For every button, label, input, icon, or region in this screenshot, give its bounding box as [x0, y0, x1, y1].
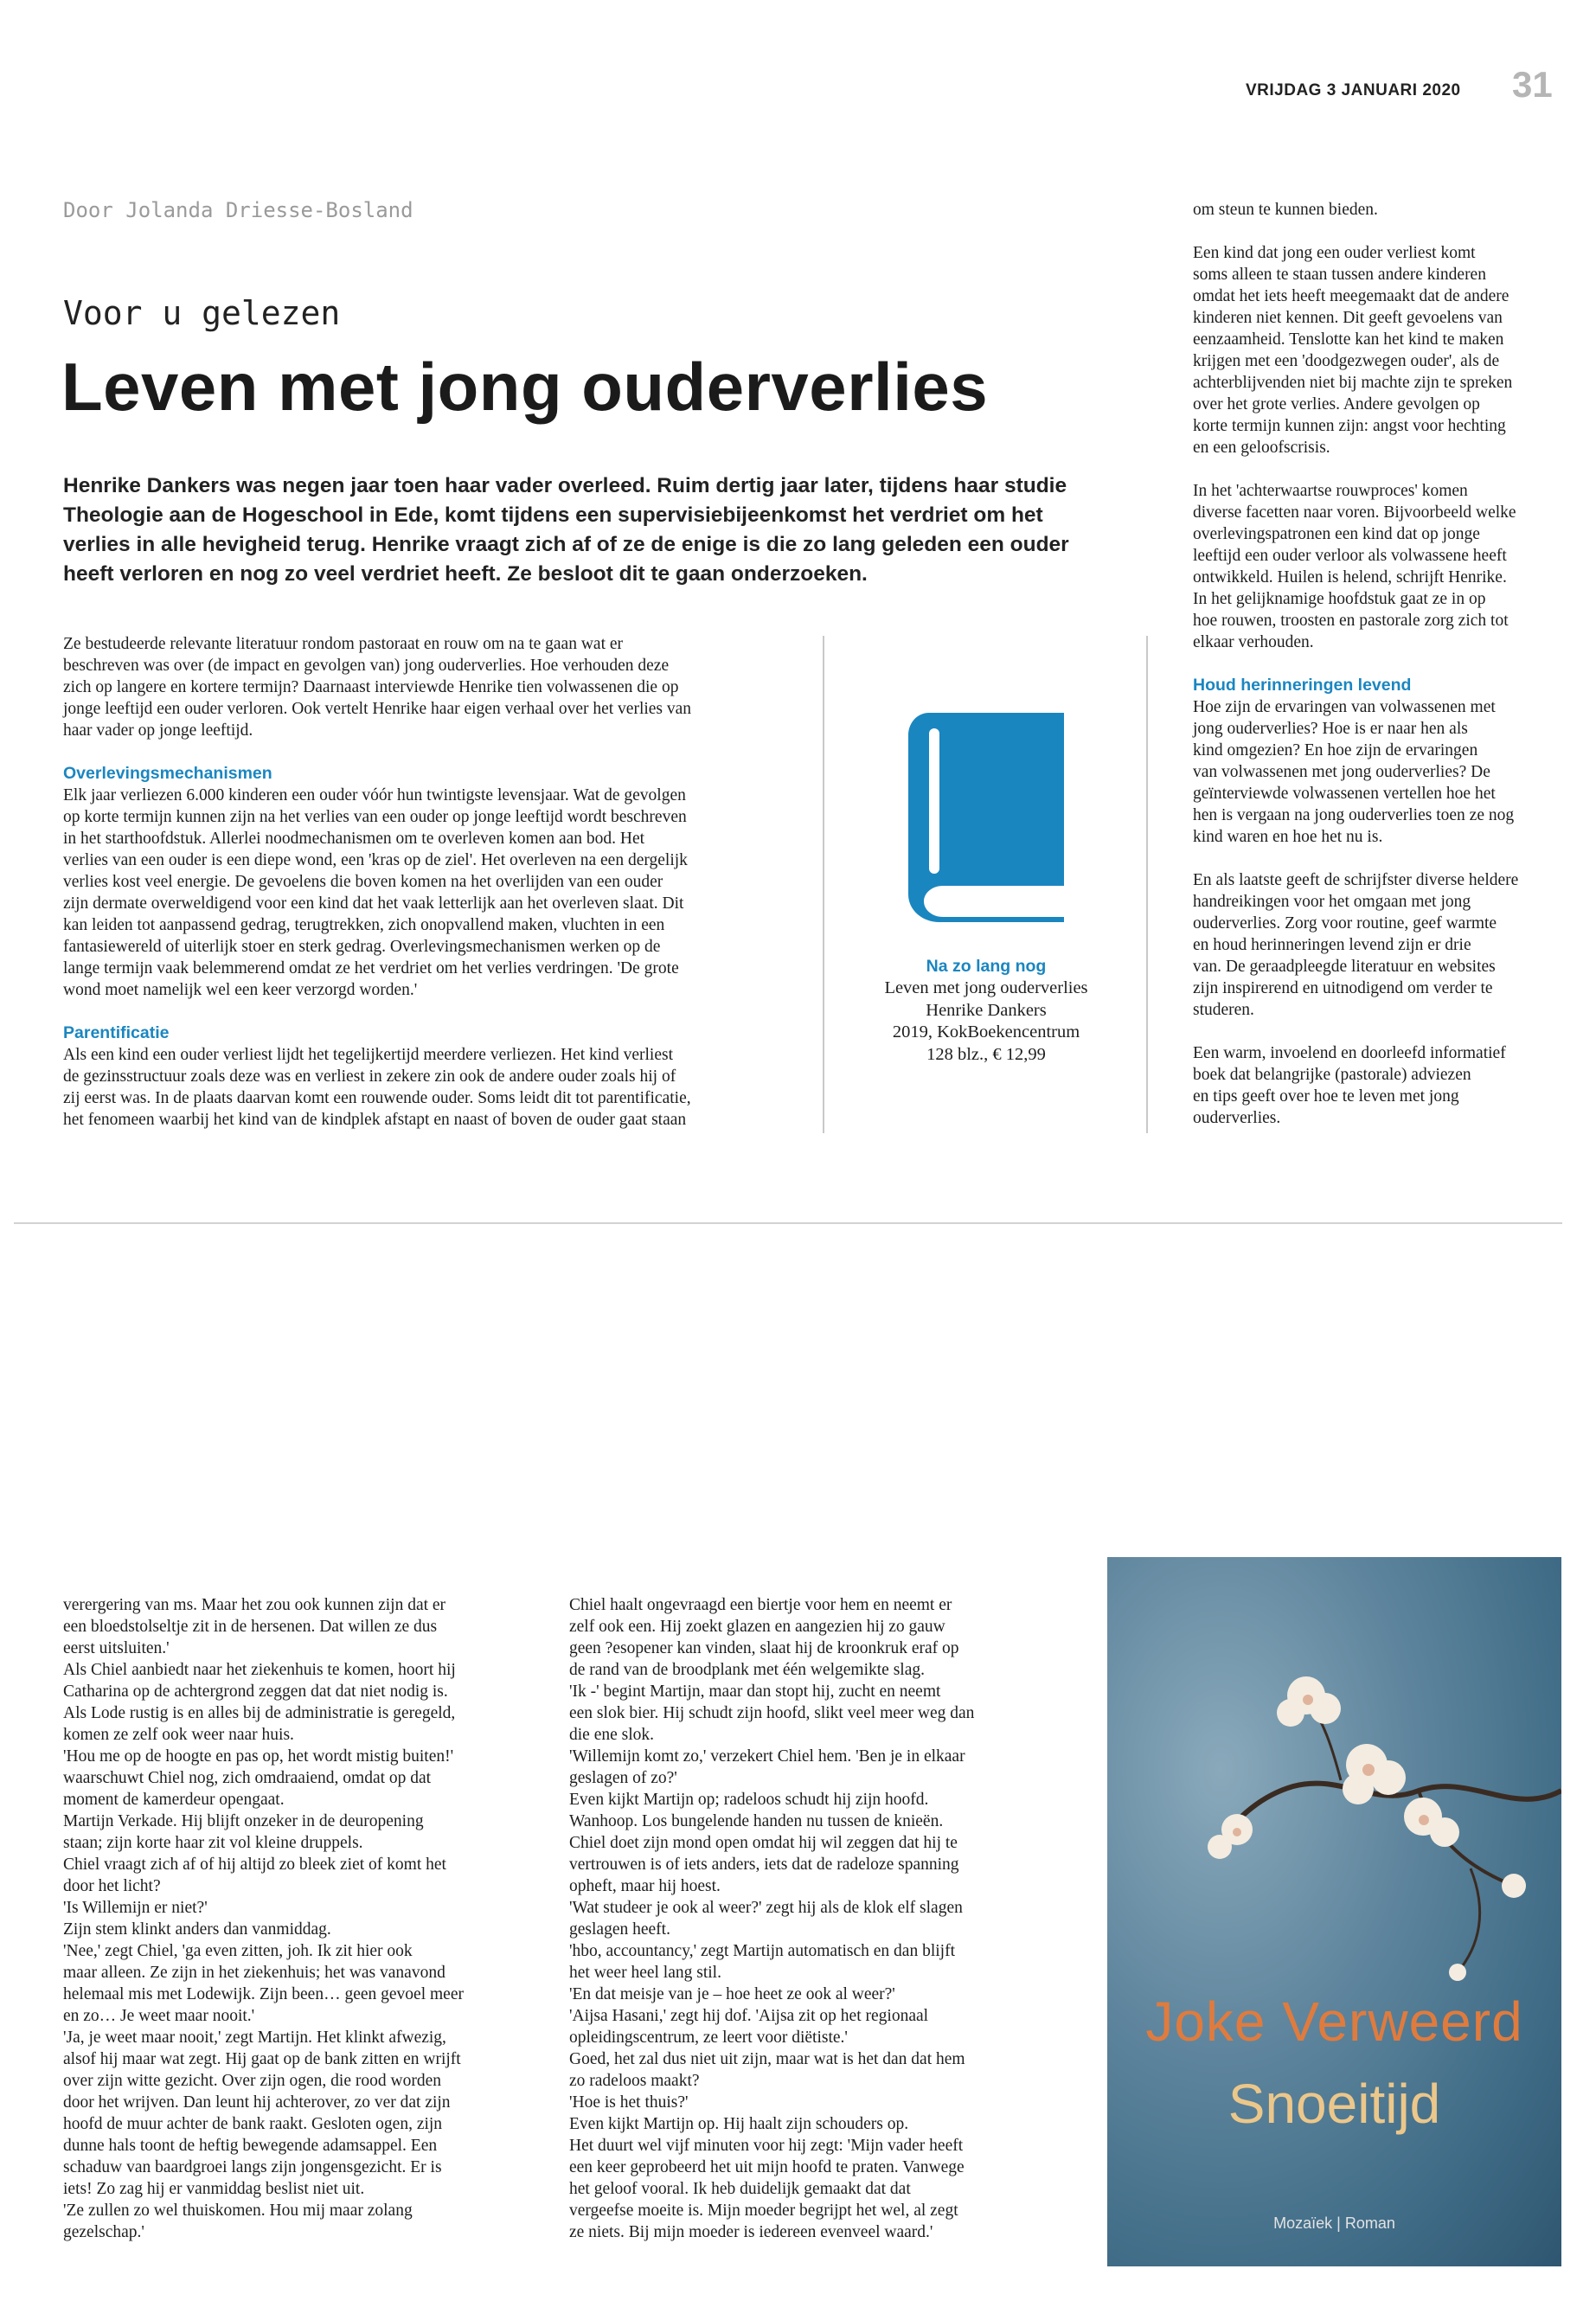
book-title: Na zo lang nog [926, 957, 1047, 976]
intro-paragraph: Henrike Dankers was negen jaar toen haar vader overleed. Ruim dertig jaar later, tijdens haar studie Theologie aan de Hogeschool in Ede, komt tijdens een supervisiebijeenkomst het verdriet om het verlies in alle hevigheid terug. Henrike vraagt zich af of ze de enige is die zo lang geleden een ouder heeft verloren en nog zo veel verdriet heeft. Ze besloot dit te gaan onderzoeken. [63, 474, 1069, 586]
section-divider [14, 1222, 1562, 1224]
cover-publisher: Mozaïek | Roman [1273, 2214, 1395, 2232]
book-publisher: 2019, KokBoekencentrum [892, 1022, 1080, 1042]
body-paragraph: En als laatste geeft de schrijfster diverse heldere handreikingen voor het omgaan met jong ouderverlies. Zorg voor routine, geef warmte en houd herinneringen levend zijn er drie van. De geraadpleegde literatuur en websites zijn inspirerend en uitnodigend om verder te studeren. [1193, 871, 1519, 1019]
column-rule [823, 636, 824, 1133]
body-paragraph: Hoe zijn de ervaringen van volwassenen met jong ouderverlies? Hoe is er naar hen als kind omgezien? En hoe zijn de ervaringen van volwassenen met jong ouderverlies? De geïnterviewde volwassenen vertellen hoe het hen is vergaan na jong ouderverlies toen ze nog kind waren en hoe het nu is. [1193, 698, 1515, 846]
body-paragraph: Elk jaar verliezen 6.000 kinderen een ouder vóór hun twintigste levensjaar. Wat de gevolgen op korte termijn kunnen zijn na het verlies van een ouder op jonge leeftijd wordt beschreven in het starthoofdstuk. Allerlei noodmechanismen om te overleven komen aan bod. Het verlies van een ouder is een diepe wond, een 'kras op de ziel'. Het overleven na een dergelijk verlies kost veel energie. De gevoelens die boven komen na het overlijden van een ouder zijn dermate overweldigend voor een kind dat het vaak letterlijk aan het overleven slaat. Dit kan leiden tot aanpassend gedrag, terugtrekken, zich onopvallend maken, vluchten in een fantasiewereld of uiterlijk stoer en sterk gedrag. Overlevingsmechanismen werken op de lange termijn vaak belemmerend omdat ze het verdriet om het verlies verdringen. 'De grote wond moet namelijk wel een keer verzorgd worden.' [63, 786, 688, 999]
column-rule [1146, 636, 1148, 1133]
kicker: Voor u gelezen [63, 294, 341, 332]
page-number: 31 [1512, 64, 1553, 105]
body-paragraph: om steun te kunnen bieden. [1193, 201, 1378, 219]
article-column-3 [1193, 199, 1574, 1129]
blossom-branch-illustration [1107, 1557, 1561, 2266]
body-paragraph: In het 'achterwaartse rouwproces' komen diverse facetten naar voren. Bijvoorbeeld welke overlevingspatronen een kind dat op jonge leeftijd een ouder verloor als volwassene heeft ontwikkeld. Huilen is helend, schrijft Henrike. In het gelijknamige hoofdstuk gaat ze in op hoe rouwen, troosten en pastorale zorg zich tot elkaar verhouden. [1193, 482, 1516, 651]
book-author: Henrike Dankers [926, 1000, 1047, 1020]
subheading: Houd herinneringen levend [1193, 676, 1412, 695]
body-paragraph: Ze bestudeerde relevante literatuur rondom pastoraat en rouw om na te gaan wat er beschreven was over (de impact en gevolgen van) jong ouderverlies. Hoe verhouden deze zich op langere en kortere termijn? Daarnaast interviewde Henrike tien volwassenen die op jonge leeftijd een ouder verloren. Ook vertelt Henrike haar eigen verhaal over het verlies van haar vader op jonge leeftijd. [63, 635, 692, 740]
subheading: Overlevingsmechanismen [63, 764, 272, 783]
subheading: Parentificatie [63, 1023, 170, 1042]
article-column-1 [63, 633, 816, 1131]
page-date: VRIJDAG 3 JANUARI 2020 [1246, 81, 1461, 99]
serial-column-2: Chiel haalt ongevraagd een biertje voor hem en neemt er zelf ook een. Hij zoekt glazen en aangezien hij zo gauw geen ?esopener kan vinden, slaat hij de kroonkruk eraf op de rand van de broodplank met één welgemikte slag. 'Ik -' begint Martijn, maar dan stopt hij, zucht en neemt een slok bier. Hij schudt zijn hoofd, slikt veel meer weg dan die ene slok. 'Willemijn komt zo,' verzekert Chiel hem. 'Ben je in elkaar geslagen of zo?' Even kijkt Martijn op; radeloos schudt hij zijn hoofd. Wanhoop. Los bungelende handen nu tussen de knieën. Chiel doet zijn mond open omdat hij wil zeggen dat hij te vertrouwen is of iets anders, iets dat de radeloze spanning opheft, maar hij hoest. 'Wat studeer je ook al weer?' zegt hij als de klok elf slagen geslagen heeft. 'hbo, accountancy,' zegt Martijn automatisch en dan blijft het weer heel lang stil. 'En dat meisje van je – hoe heet ze ook al weer?' 'Aijsa Hasani,' zegt hij dof. 'Aijsa zit op het regionaal opleidingscentrum, ze leert voor diëtiste.' Goed, het zal dus niet uit zijn, maar wat is het dan dat hem zo radeloos maakt? 'Hoe is het thuis?' Even kijkt Martijn op. Hij haalt zijn schouders op. Het duurt wel vijf minuten voor hij zegt: 'Mijn vader heeft een keer geprobeerd het uit mijn hoofd te praten. Vanwege het geloof vooral. Ik heb duidelijk gemaakt dat dat vergeefse moeite is. Mijn moeder begrijpt het wel, al zegt ze niets. Bij mijn moeder is iedereen evenveel waard.' [569, 1596, 975, 2241]
body-paragraph: Als een kind een ouder verliest lijdt het tegelijkertijd meerdere verliezen. Het kind verliest de gezinsstructuur zoals deze was en verliest in zekere zin ook de andere ouder zoals hij of zij eerst was. In de plaats daarvan komt een rouwende ouder. Soms leidt dit tot parentificatie, het fenomeen waarbij het kind van de kindplek afstapt en naast of boven de ouder gaat staan [63, 1046, 691, 1129]
cover-author: Joke Verweerd [1145, 1990, 1523, 2053]
book-icon [903, 709, 1073, 924]
book-subtitle: Leven met jong ouderverlies [884, 978, 1088, 997]
cover-title: Snoeitijd [1227, 2073, 1441, 2135]
article-title: Leven met jong ouderverlies [61, 349, 989, 425]
body-paragraph: Een kind dat jong een ouder verliest komt soms alleen te staan tussen andere kinderen omdat het iets heeft meegemaakt dat de andere kinderen niet kennen. Dit geeft gevoelens van eenzaamheid. Tenslotte kan het kind te maken krijgen met een 'doodgezwegen ouder', als de achterblijvenden niet bij machte zijn te spreken over het grote verlies. Andere gevolgen op korte termijn kunnen zijn: angst voor hechting en een geloofscrisis. [1193, 244, 1513, 457]
book-cover [1107, 1557, 1561, 2266]
book-info [839, 956, 1133, 1066]
serial-column-1: verergering van ms. Maar het zou ook kunnen zijn dat er een bloedstolseltje zit in de hersenen. Dat willen ze dus eerst uitsluiten.' Als Chiel aanbiedt naar het ziekenhuis te komen, hoort hij Catharina op de achtergrond zeggen dat dat niet nodig is. Als Lode rustig is en alles bij de administratie is geregeld, komen ze zelf ook weer naar huis. 'Hou me op de hoogte en pas op, het wordt mistig buiten!' waarschuwt Chiel nog, zich omdraaiend, omdat op dat moment de kamerdeur opengaat. Martijn Verkade. Hij blijft onzeker in de deuropening staan; zijn korte haar zit vol kleine druppels. Chiel vraagt zich af of hij altijd zo bleek ziet of komt het door het licht? 'Is Willemijn er niet?' Zijn stem klinkt anders dan vanmiddag. 'Nee,' zegt Chiel, 'ga even zitten, joh. Ik zit hier ook maar alleen. Ze zijn in het ziekenhuis; het was vanavond helemaal mis met Lodewijk. Zijn been… geen gevoel meer en zo… Je weet maar nooit.' 'Ja, je weet maar nooit,' zegt Martijn. Het klinkt afwezig, alsof hij maar wat zegt. Hij gaat op de bank zitten en wrijft over zijn witte gezicht. Over zijn ogen, die rood worden door het wrijven. Dan leunt hij achterover, zo ver dat zijn hoofd de muur achter de bank raakt. Gesloten ogen, zijn dunne hals toont de heftig bewegende adamsappel. Een schaduw van baardgroei langs zijn jongensgezicht. Er is iets! Zo zag hij er vanmiddag beslist niet uit. 'Ze zullen zo wel thuiskomen. Hou mij maar zolang gezelschap.' [63, 1596, 464, 2241]
body-paragraph: Een warm, invoelend en doorleefd informatief boek dat belangrijke (pastorale) adviezen en tips geeft over hoe te leven met jong ouderverlies. [1193, 1044, 1506, 1127]
byline: Door Jolanda Driesse-Bosland [63, 198, 413, 222]
book-details: 128 blz., € 12,99 [926, 1044, 1046, 1064]
